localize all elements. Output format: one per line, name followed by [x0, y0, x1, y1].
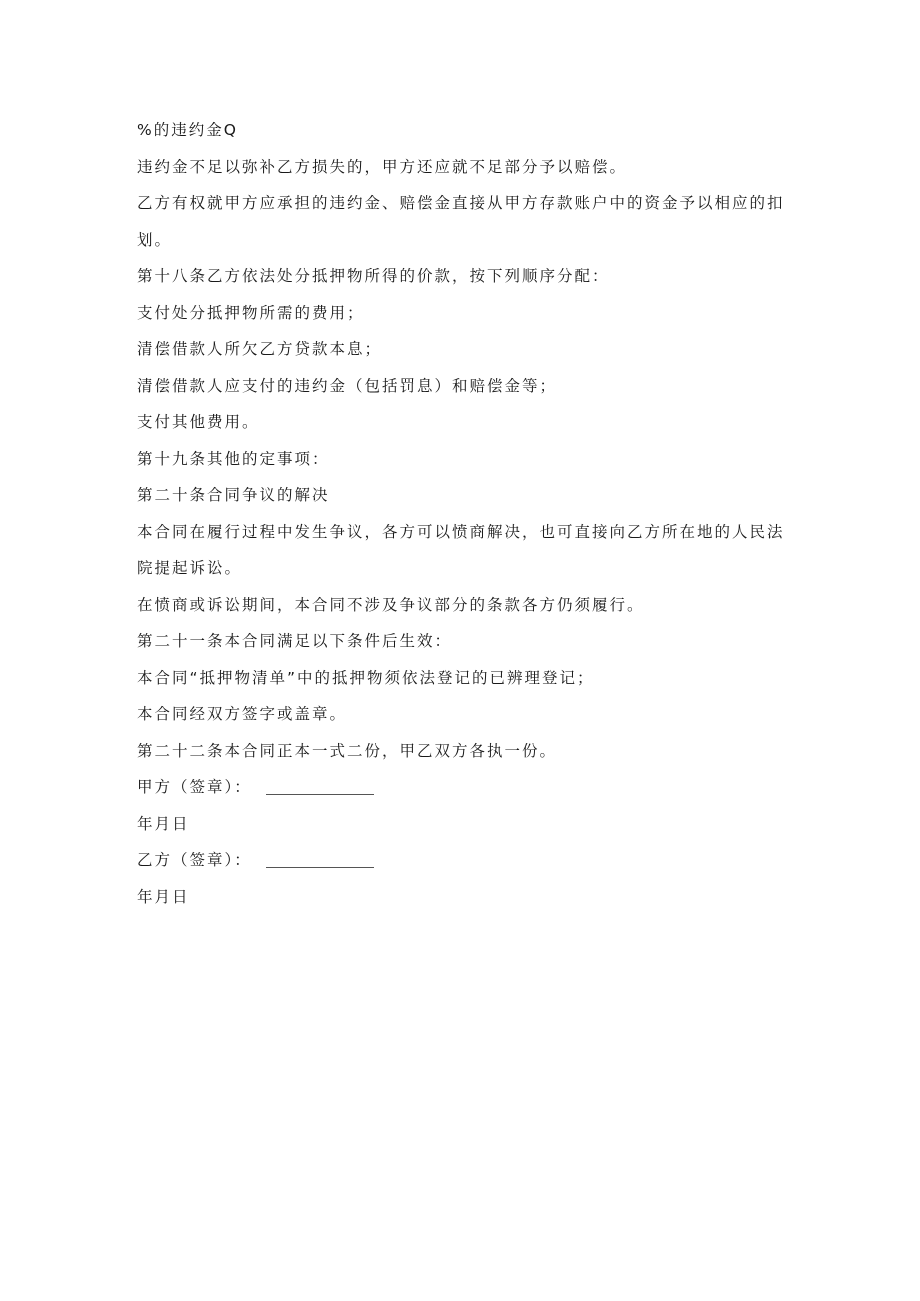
dispute-resolution-text: 本合同在履行过程中发生争议，各方可以愤商解决，也可直接向乙方所在地的人民法院提起诉讼。	[137, 522, 785, 577]
article-22-heading: 第二十二条本合同正本一式二份，甲乙双方各执一份。	[137, 741, 558, 760]
dispute-period-text: 在愤商或诉讼期间，本合同不涉及争议部分的条款各方仍须履行。	[137, 595, 645, 614]
party-a-date: 年月日	[137, 814, 190, 833]
party-b-signature-row	[137, 842, 797, 879]
paragraph-penalty-insufficient: 违约金不足以弥补乙方损失的，甲方还应就不足部分予以赔偿。	[137, 157, 628, 176]
distribution-item-3: 清偿借款人应支付的违约金（包括罚息）和赔偿金等；	[137, 376, 558, 395]
article-21-heading: 第二十一条本合同满足以下条件后生效：	[137, 632, 453, 650]
party-a-signature-line	[266, 774, 374, 795]
distribution-item-2: 清偿借款人所欠乙方贷款本息；	[137, 340, 383, 358]
distribution-item-4: 支付其他费用。	[137, 413, 260, 431]
party-a-signature-label: 甲方（签章）：	[137, 778, 252, 796]
party-b-signature-line	[266, 847, 374, 868]
effect-condition-1: 本合同“抵押物清单”中的抵押物须依法登记的已辨理登记；	[137, 668, 595, 687]
paragraph-deduction-right: 乙方有权就甲方应承担的违约金、赔偿金直接从甲方存款账户中的资金予以相应的扣划。	[137, 194, 785, 249]
party-b-date: 年月日	[137, 887, 190, 906]
effect-condition-2: 本合同经双方签字或盖章。	[137, 705, 348, 723]
article-18-heading: 第十八条乙方依法处分抵押物所得的价款，按下列顺序分配：	[137, 267, 610, 285]
article-20-heading: 第二十条合同争议的解决	[137, 486, 330, 504]
party-b-signature-label: 乙方（签章）：	[137, 851, 252, 869]
party-a-signature-row	[137, 769, 797, 806]
article-19-heading: 第十九条其他的定事项：	[137, 449, 330, 468]
document-body	[137, 112, 797, 915]
distribution-item-1: 支付处分抵押物所需的费用；	[137, 303, 365, 322]
paragraph-penalty-percent: %的违约金Q	[137, 121, 238, 139]
